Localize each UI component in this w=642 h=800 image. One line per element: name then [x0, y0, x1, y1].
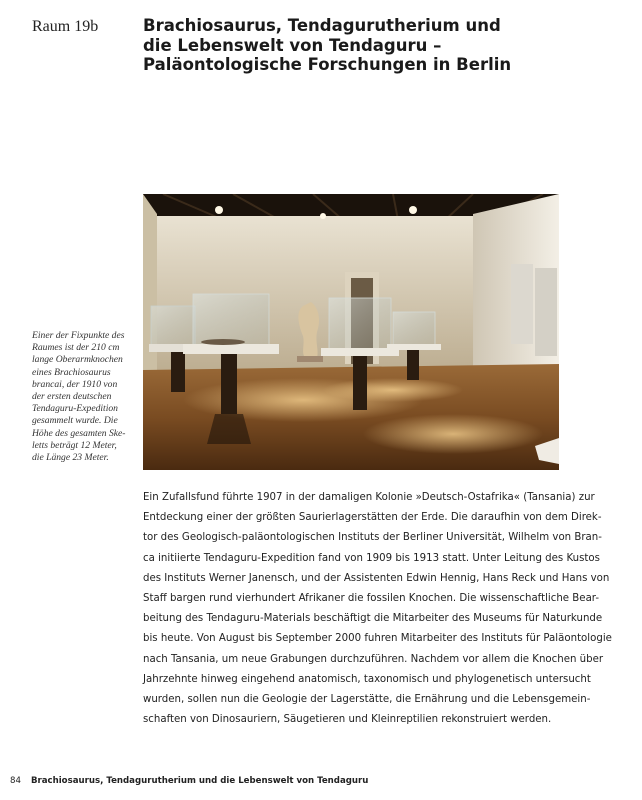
body-line: tor des Geologisch-paläontologischen Instituts der Berliner Universität, Wilhelm von Bran- [143, 532, 602, 544]
running-title: Brachiosaurus, Tendagurutherium und die Lebenswelt von Tendaguru [30, 776, 369, 786]
caption-line: eines Brachiosaurus [32, 366, 111, 378]
caption-line: Einer der Fixpunkte des [32, 330, 125, 341]
caption-line: Raumes ist der 210 cm [32, 342, 120, 354]
caption-line: der ersten deutschen [32, 391, 112, 403]
body-line: Ein Zufallsfund führte 1907 in der damaligen Kolonie »Deutsch-Ostafrika« (Tansania) zur [143, 492, 595, 503]
body-line: bis heute. Von August bis September 2000 fuhren Mitarbeiter des Instituts für Paläontologie [143, 633, 612, 645]
body-line: wurden, sollen nun die Geologie der Lagerstätte, die Ernährung und die Lebensgemein- [143, 694, 591, 706]
caption-line: Tendaguru-Expedition [32, 403, 118, 415]
body-line: nach Tansania, um neue Grabungen durchzuführen. Nachdem vor allem die Knochen über [143, 653, 604, 665]
body-line: Entdeckung einer der größten Saurierlagerstätten der Erde. Die daraufhin von dem Direk- [143, 512, 602, 524]
photo-caption [32, 330, 136, 464]
caption-line: letts beträgt 12 Meter, [32, 439, 117, 451]
body-line: ca initiierte Tendaguru-Expedition fand von 1909 bis 1913 statt. Unter Leitung des Kustos [143, 552, 600, 564]
caption-line: gesammelt wurde. Die [32, 415, 118, 427]
body-line: des Instituts Werner Janensch, und der Assistenten Edwin Hennig, Hans Reck und Hans von [143, 572, 610, 584]
caption-line: brancai, der 1910 von [32, 378, 118, 390]
page-footer [10, 776, 368, 786]
title-line-2: die Lebenswelt von Tendaguru – [143, 35, 442, 55]
title-line-3: Paläontologische Forschungen in Berlin [143, 55, 512, 74]
caption-line: Höhe des gesamten Ske- [32, 427, 126, 439]
body-line: beitung des Tendaguru-Materials beschäftigt die Mitarbeiter des Museums für Naturkunde [143, 613, 603, 625]
caption-line: lange Oberarmknochen [32, 354, 123, 366]
page-title [143, 16, 613, 75]
body-line: Staff bargen rund vierhundert Afrikaner die fossilen Knochen. Die wissenschaftliche Bear- [143, 593, 600, 605]
museum-exhibition-room-photo [143, 194, 559, 470]
body-line: Jahrzehnte hinweg eingehend anatomisch, taxonomisch und phylogenetisch untersucht [143, 673, 591, 685]
page-number: 84 [10, 776, 21, 786]
caption-line: die Länge 23 Meter. [32, 452, 109, 464]
title-line-1: Brachiosaurus, Tendagurutherium und [143, 16, 501, 35]
body-text [143, 488, 612, 730]
room-label: Raum 19b [32, 18, 99, 35]
body-line: schaften von Dinosauriern, Säugetieren und Kleinreptilien rekonstruiert werden. [143, 714, 552, 726]
